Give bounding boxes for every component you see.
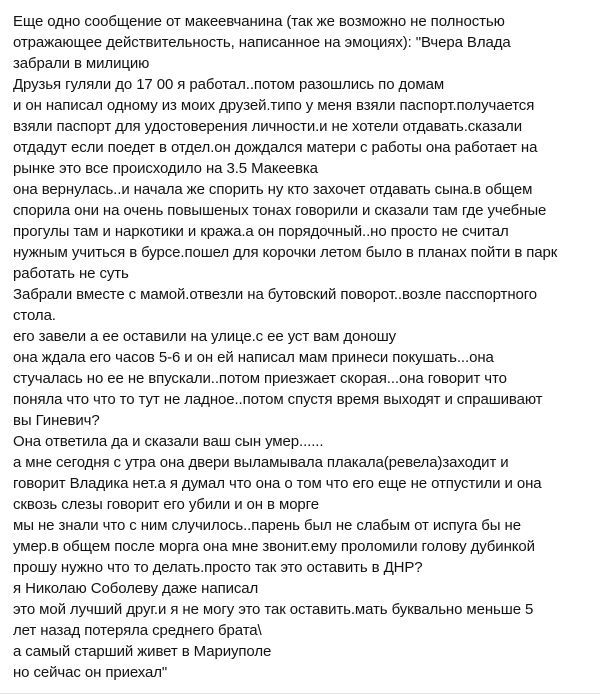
text-line: и он написал одному из моих друзей.типо у меня взяли паспорт.получается xyxy=(13,97,535,114)
text-line: отражающее действительность, написанное на эмоциях): "Вчера Влада xyxy=(13,34,511,51)
text-line: я Николаю Соболеву даже написал xyxy=(13,580,259,597)
bottom-divider xyxy=(0,693,600,694)
text-line: работать не суть xyxy=(13,265,129,282)
text-line: вы Гиневич? xyxy=(13,412,100,429)
text-line: поняла что что то тут не ладное..потом спустя время выходят и спрашивают xyxy=(13,391,543,408)
text-line: его завели а ее оставили на улице.с ее уст вам доношу xyxy=(13,328,397,345)
text-line: говорит Владика нет.а я думал что она о том что его еще не отпустили и она xyxy=(13,475,542,492)
text-line: сквозь слезы говорит его убили и он в морге xyxy=(13,496,319,513)
text-line: взяли паспорт для удостоверения личности.и не хотели отдавать.сказали xyxy=(13,118,522,135)
text-line: а самый старший живет в Мариуполе xyxy=(13,643,272,660)
text-line: Она ответила да и сказали ваш сын умер...... xyxy=(13,433,324,450)
text-line: рынке это все происходило на 3.5 Макеевка xyxy=(13,160,318,177)
text-line: это мой лучший друг.и я не могу это так оставить.мать буквально меньше 5 xyxy=(13,601,534,618)
text-line: Забрали вместе с мамой.отвезли на бутовский поворот..возле пасспортного xyxy=(13,286,538,303)
text-line: стучалась но ее не впускали..потом приезжает скорая...она говорит что xyxy=(13,370,507,387)
text-line: она вернулась..и начала же спорить ну кто захочет отдавать сына.в общем xyxy=(13,181,533,198)
text-line: стола. xyxy=(13,307,56,324)
text-line: отдадут если поедет в отдел.он дождался матери с работы она работает на xyxy=(13,139,538,156)
text-line: а мне сегодня с утра она двери выламывала плакала(ревела)заходит и xyxy=(13,454,509,471)
text-line: нужным учиться в бурсе.пошел для корочки летом было в планах пойти в парк xyxy=(13,244,558,261)
text-line: но сейчас он приехал" xyxy=(13,664,168,681)
text-line: прогулы там и наркотики и кража.а он порядочный..но просто не считал xyxy=(13,223,509,240)
text-line: спорила они на очень повышеных тонах говорили и сказали там где учебные xyxy=(13,202,547,219)
text-line: лет назад потеряла среднего брата\ xyxy=(13,622,262,639)
text-line: она ждала его часов 5-6 и он ей написал мам принеси покушать...она xyxy=(13,349,494,366)
text-line: мы не знали что с ним случилось..парень был не слабым от испуга бы не xyxy=(13,517,521,534)
text-line: Еще одно сообщение от макеевчанина (так же возможно не полностью xyxy=(13,13,505,30)
text-line: забрали в милицию xyxy=(13,55,150,72)
text-line: умер.в общем после морга она мне звонит.ему проломили голову дубинкой xyxy=(13,538,535,555)
text-line: прошу нужно что то делать.просто так это оставить в ДНР? xyxy=(13,559,423,576)
text-line: Друзья гуляли до 17 00 я работал..потом разошлись по домам xyxy=(13,76,445,93)
